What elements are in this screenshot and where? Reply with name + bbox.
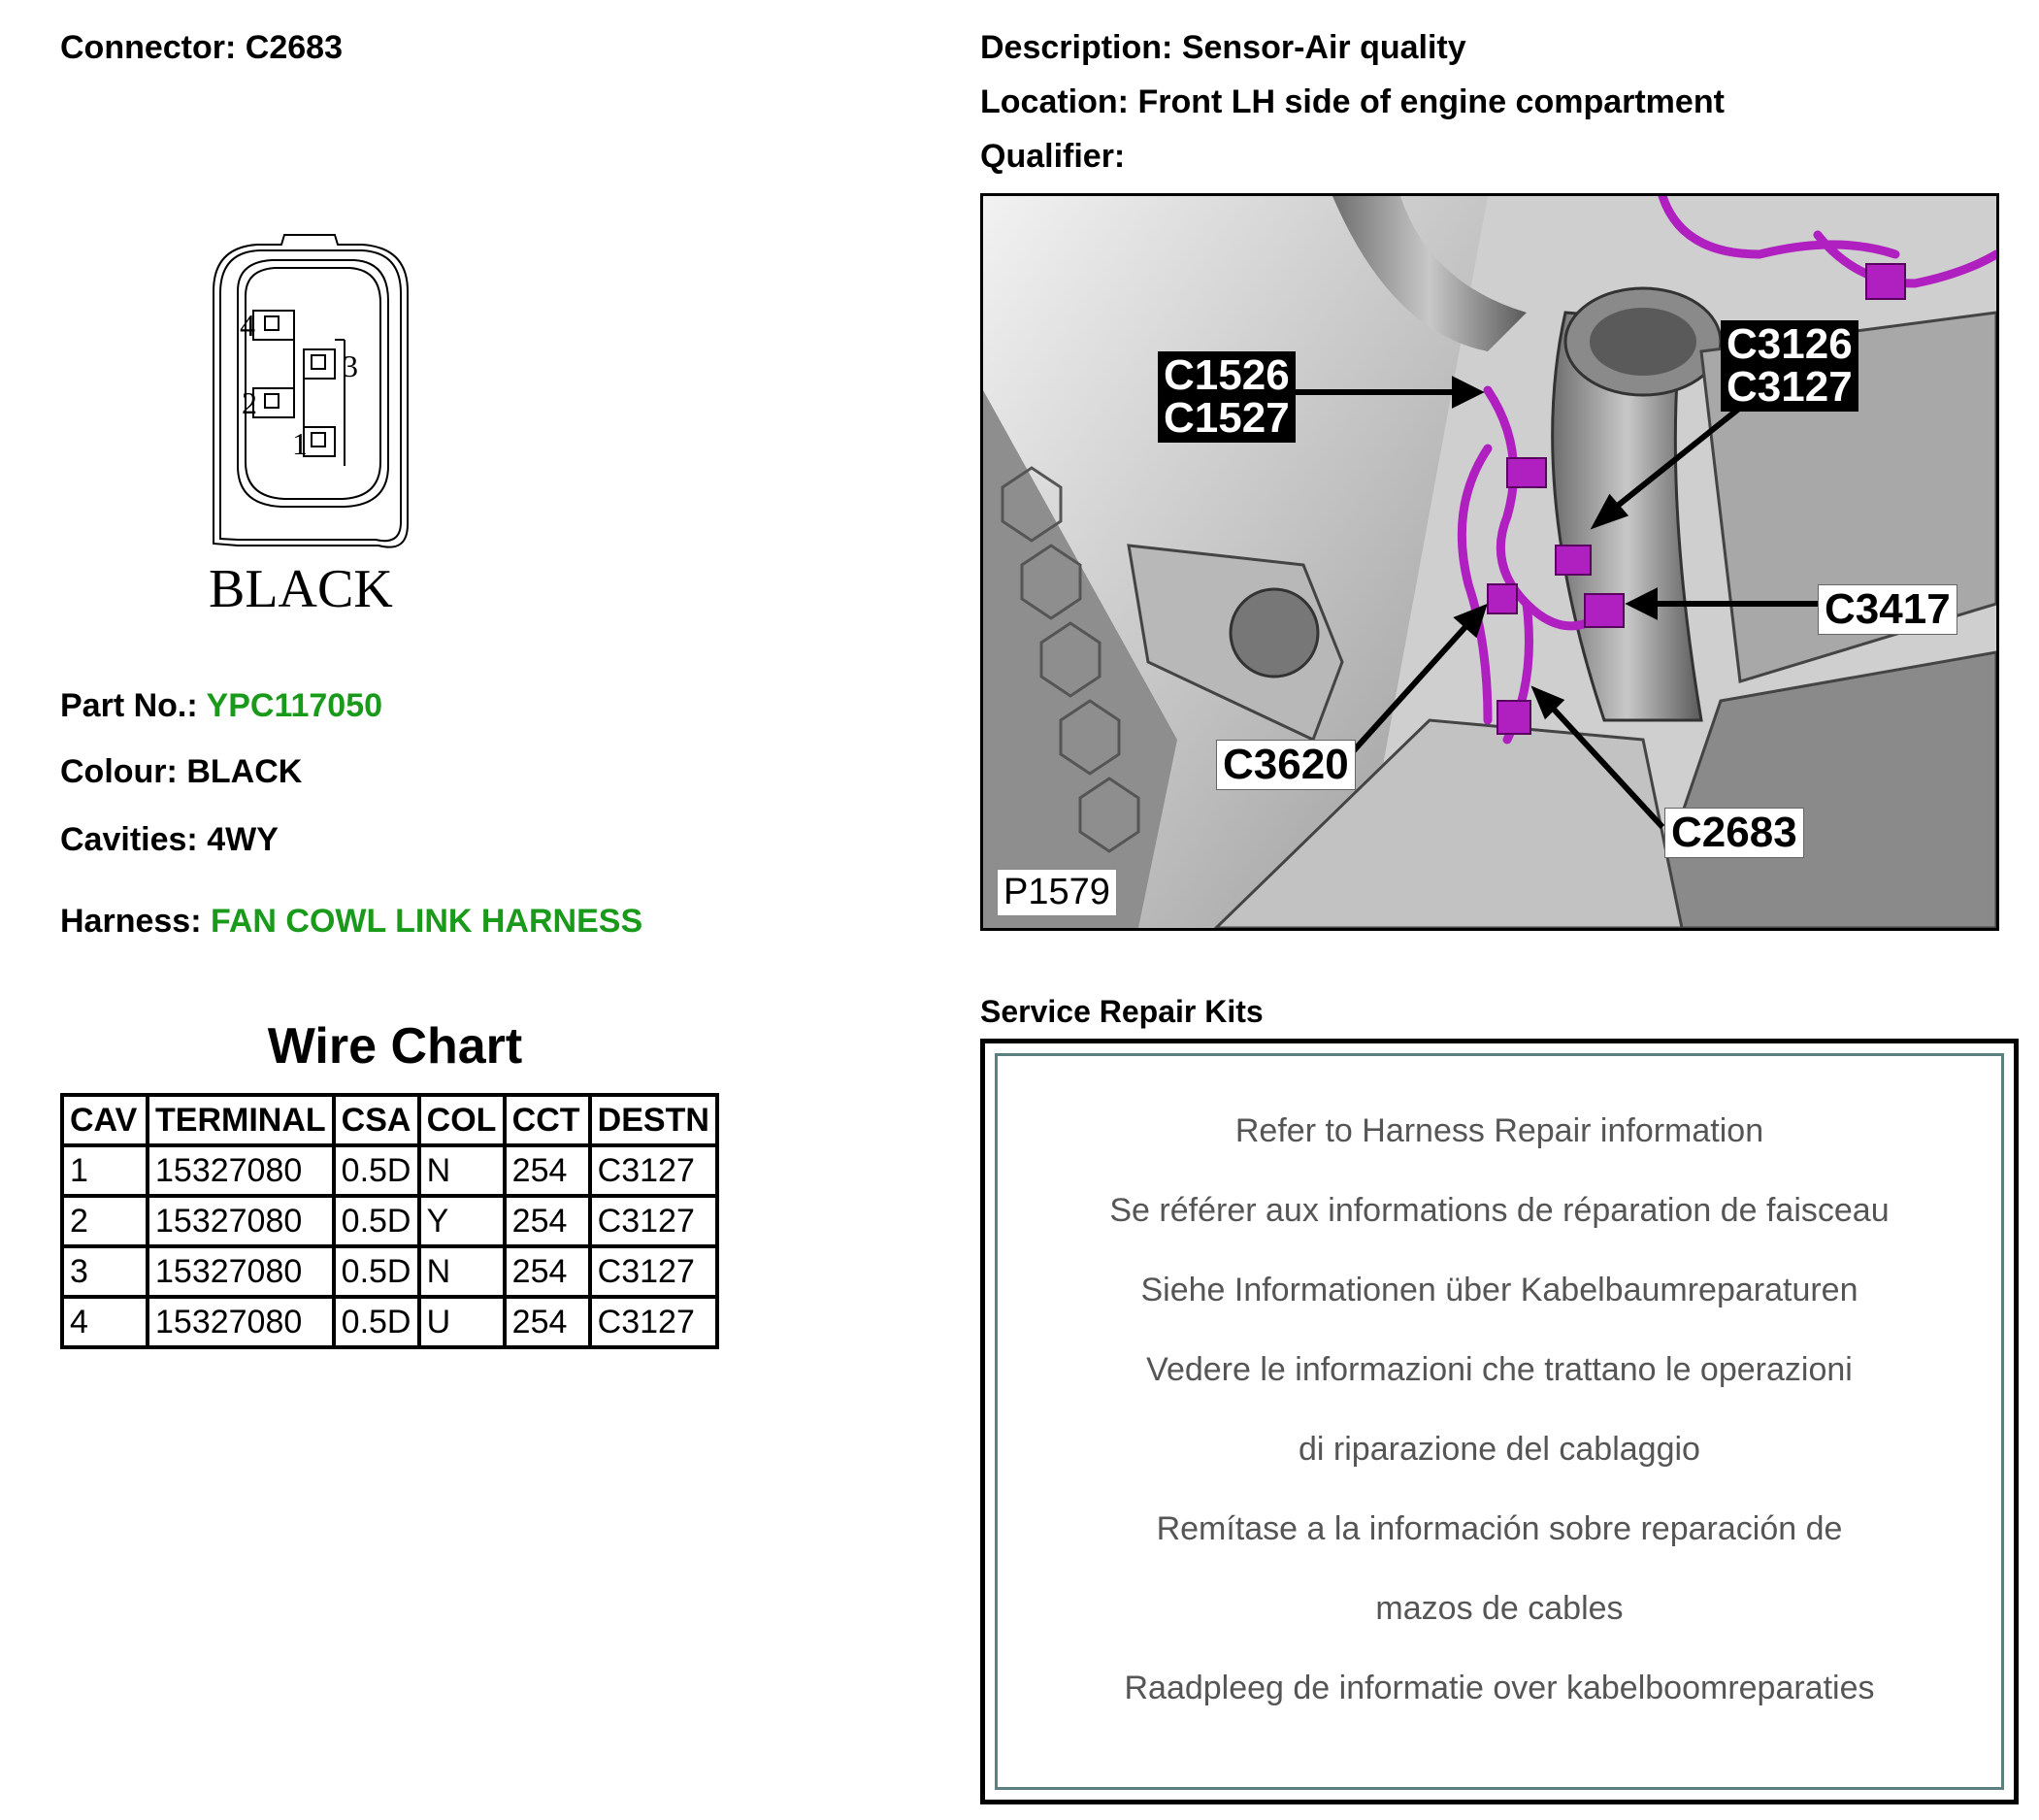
cell-cct: 254 — [505, 1246, 590, 1297]
engine-bay-illustration — [983, 196, 1996, 928]
cavities-value: 4WY — [207, 821, 279, 858]
cell-destn: C3127 — [590, 1145, 717, 1196]
cell-terminal: 15327080 — [148, 1196, 334, 1246]
cell-csa: 0.5D — [334, 1196, 419, 1246]
cell-col: N — [419, 1246, 505, 1297]
pin-4-label: 4 — [240, 308, 255, 343]
cell-terminal: 15327080 — [148, 1145, 334, 1196]
repair-kits-box — [980, 1039, 2019, 1804]
colour-line — [60, 755, 302, 788]
cell-csa: 0.5D — [334, 1145, 419, 1196]
cell-col: Y — [419, 1196, 505, 1246]
location-label: Location: — [980, 83, 1129, 120]
repair-line-it-1: Vedere le informazioni che trattano le operazioni — [1146, 1351, 1853, 1388]
header-terminal: TERMINAL — [148, 1095, 334, 1145]
repair-line-es-2: mazos de cables — [1375, 1590, 1624, 1627]
cell-col: N — [419, 1145, 505, 1196]
qualifier-label: Qualifier: — [980, 138, 1126, 175]
table-header-row — [62, 1095, 717, 1145]
description-value: Sensor-Air quality — [1181, 29, 1466, 66]
cell-cav: 3 — [62, 1246, 148, 1297]
cell-cav: 4 — [62, 1297, 148, 1347]
cell-cct: 254 — [505, 1145, 590, 1196]
repair-line-it-2: di riparazione del cablaggio — [1299, 1431, 1700, 1468]
harness-label: Harness: — [60, 903, 202, 940]
repair-line-es-1: Remítase a la información sobre reparación de — [1156, 1510, 1843, 1547]
table-row — [62, 1297, 717, 1347]
description-line — [980, 31, 1466, 64]
callout-c2683: C2683 — [1664, 808, 1804, 858]
table-row — [62, 1145, 717, 1196]
cavities-line — [60, 823, 279, 856]
cavities-label: Cavities: — [60, 821, 198, 858]
cell-cct: 254 — [505, 1297, 590, 1347]
callout-c3620: C3620 — [1216, 740, 1356, 790]
part-no-line — [60, 689, 382, 722]
connector-colour-text: BLACK — [209, 559, 393, 619]
table-row — [62, 1246, 717, 1297]
callout-c3417: C3417 — [1818, 584, 1957, 635]
location-line — [980, 85, 1725, 118]
wire-chart-title: Wire Chart — [267, 1018, 523, 1075]
cell-cav: 1 — [62, 1145, 148, 1196]
header-csa: CSA — [334, 1095, 419, 1145]
header-cav: CAV — [62, 1095, 148, 1145]
cell-destn: C3127 — [590, 1297, 717, 1347]
location-photo — [980, 193, 1999, 931]
cell-cav: 2 — [62, 1196, 148, 1246]
repair-line-fr: Se référer aux informations de réparation de faisceau — [1109, 1192, 1890, 1229]
description-label: Description: — [980, 29, 1173, 66]
repair-kits-title: Service Repair Kits — [980, 994, 1264, 1029]
wire-chart-table — [60, 1093, 719, 1349]
repair-line-de: Siehe Informationen über Kabelbaumreparaturen — [1140, 1272, 1858, 1308]
header-col: COL — [419, 1095, 505, 1145]
cell-terminal: 15327080 — [148, 1246, 334, 1297]
cell-destn: C3127 — [590, 1196, 717, 1246]
cell-csa: 0.5D — [334, 1246, 419, 1297]
qualifier-line — [980, 140, 1125, 173]
part-no-label: Part No.: — [60, 687, 198, 724]
cell-col: U — [419, 1297, 505, 1347]
connector-value: C2683 — [245, 29, 343, 66]
colour-label: Colour: — [60, 753, 178, 790]
repair-line-nl: Raadpleeg de informatie over kabelboomreparaties — [1124, 1670, 1875, 1706]
cell-cct: 254 — [505, 1196, 590, 1246]
header-destn: DESTN — [590, 1095, 717, 1145]
location-value: Front LH side of engine compartment — [1137, 83, 1725, 120]
callout-c3126-c3127: C3126 C3127 — [1721, 320, 1858, 412]
harness-link[interactable]: FAN COWL LINK HARNESS — [210, 903, 643, 940]
colour-value: BLACK — [186, 753, 303, 790]
repair-kits-inner-frame — [995, 1053, 2004, 1790]
harness-line — [60, 905, 642, 938]
table-row — [62, 1196, 717, 1246]
pin-2-label: 2 — [242, 385, 257, 420]
connector-line — [60, 31, 343, 64]
callout-c1526-c1527: C1526 C1527 — [1158, 351, 1296, 443]
connector-label: Connector: — [60, 29, 237, 66]
repair-line-en: Refer to Harness Repair information — [1234, 1112, 1764, 1149]
cell-terminal: 15327080 — [148, 1297, 334, 1347]
connector-face-diagram — [199, 233, 422, 621]
pin-3-label: 3 — [343, 348, 358, 383]
cell-csa: 0.5D — [334, 1297, 419, 1347]
pin-1-label: 1 — [292, 426, 308, 461]
header-cct: CCT — [505, 1095, 590, 1145]
cell-destn: C3127 — [590, 1246, 717, 1297]
part-no-link[interactable]: YPC117050 — [206, 687, 383, 724]
photo-id-label: P1579 — [997, 869, 1117, 916]
